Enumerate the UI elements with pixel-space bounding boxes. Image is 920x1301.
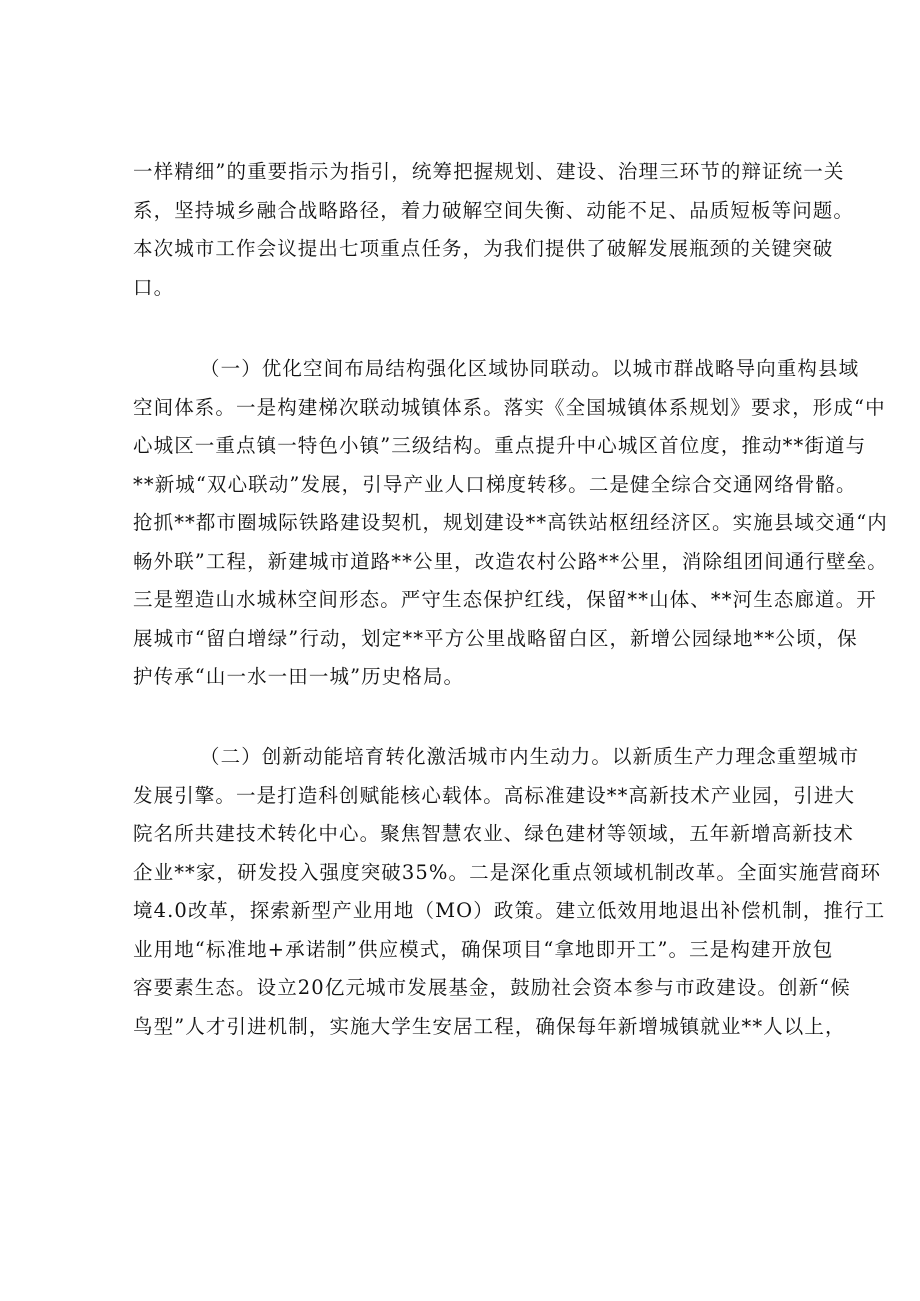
paragraph-intro-line-1: 一样精细”的重要指示为指引，统筹把握规划、建设、治理三环节的辩证统一关 <box>133 160 845 183</box>
paragraph-intro-line-3: 本次城市工作会议提出七项重点任务，为我们提供了破解发展瓶颈的关键突破 <box>133 237 834 260</box>
section-2-heading-line: （二）创新动能培育转化激活城市内生动力。以新质生产力理念重塑城市 <box>200 745 860 768</box>
section-2-line-2: 发展引擎。一是打造科创赋能核心载体。高标准建设**高新技术产业园，引进大 <box>133 784 856 807</box>
section-2-line-3: 院名所共建技术转化中心。聚焦智慧农业、绿色建材等领域，五年新增高新技术 <box>133 822 855 845</box>
section-1-line-2: 空间体系。一是构建梯次联动城镇体系。落实《全国城镇体系规划》要求，形成“中 <box>133 396 886 419</box>
paragraph-intro-line-2: 系，坚持城乡融合战略路径，着力破解空间失衡、动能不足、品质短板等问题。 <box>133 199 855 222</box>
section-1-line-4: **新城“双心联动”发展，引导产业人口梯度转移。二是健全综合交通网络骨骼。 <box>133 473 857 496</box>
section-2-line-4: 企业**家，研发投入强度突破35%。二是深化重点领域机制改革。全面实施营商环 <box>133 861 882 884</box>
section-1-line-7: 三是塑造山水城林空间形态。严守生态保护红线，保留**山体、**河生态廊道。开 <box>133 588 877 611</box>
paragraph-intro-line-4: 口。 <box>133 276 175 299</box>
section-2-line-7: 容要素生态。设立20亿元城市发展基金，鼓励社会资本参与市政建设。创新“候 <box>133 976 851 999</box>
section-1-line-5: 抢抓**都市圈城际铁路建设契机，规划建设**高铁站枢纽经济区。实施县域交通“内 <box>133 511 888 534</box>
section-2-line-5: 境4.0改革，探索新型产业用地（MO）政策。建立低效用地退出补偿机制，推行工 <box>133 899 886 922</box>
section-1-line-3: 心城区一重点镇一特色小镇”三级结构。重点提升中心城区首位度，推动**街道与 <box>133 434 867 457</box>
section-2-line-8: 鸟型”人才引进机制，实施大学生安居工程，确保每年新增城镇就业**人以上， <box>133 1015 846 1038</box>
section-1-heading-line: （一）优化空间布局结构强化区域协同联动。以城市群战略导向重构县域 <box>200 357 860 380</box>
section-1-line-8: 展城市“留白增绿”行动，划定**平方公里战略留白区，新增公园绿地**公顷，保 <box>133 627 858 650</box>
section-1-line-6: 畅外联”工程，新建城市道路**公里，改造农村公路**公里，消除组团间通行壁垒。 <box>133 550 888 573</box>
section-1-line-9: 护传承“山一水一田一城”历史格局。 <box>133 665 465 688</box>
section-2-line-6: 业用地“标准地+承诺制”供应模式，确保项目“拿地即开工”。三是构建开放包 <box>133 938 834 961</box>
